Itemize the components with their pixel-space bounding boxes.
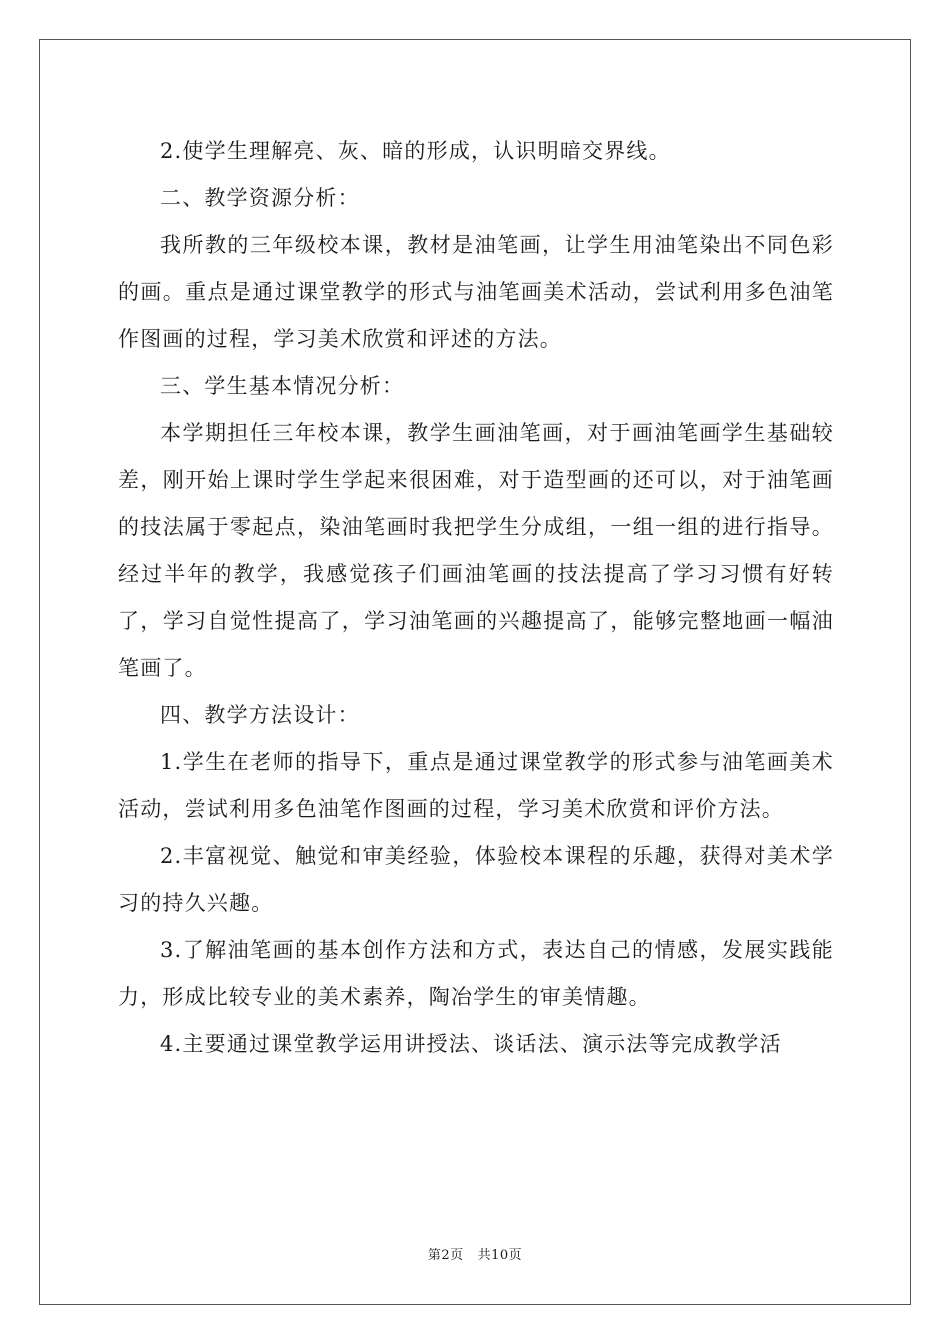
section-heading-resources: 二、教学资源分析： (160, 186, 360, 210)
paragraph-method-1: 1.学生在老师的指导下，重点是通过课堂教学的形式参与油笔画美术活动，尝试利用多色油笔作图画的过程，学习美术欣赏和评价方法。 (118, 750, 834, 821)
page-footer (0, 1246, 950, 1266)
page-number: 第2页 (427, 1248, 464, 1263)
paragraph-students: 本学期担任三年校本课，教学生画油笔画，对于画油笔画学生基础较差，刚开始上课时学生学起来很困难，对于造型画的还可以，对于油笔画的技法属于零起点，染油笔画时我把学生分成组，一组一组的进行指导。经过半年的教学，我感觉孩子们画油笔画的技法提高了学习习惯有好转了，学习自觉性提高了，学习油笔画的兴趣提高了，能够完整地画一幅油笔画了。 (118, 421, 834, 680)
paragraph-resources: 我所教的三年级校本课，教材是油笔画，让学生用油笔染出不同色彩的画。重点是通过课堂教学的形式与油笔画美术活动，尝试利用多色油笔作图画的过程，学习美术欣赏和评述的方法。 (118, 233, 834, 351)
section-heading-students: 三、学生基本情况分析： (160, 374, 405, 398)
paragraph-method-4: 4.主要通过课堂教学运用讲授法、谈话法、演示法等完成教学活 (160, 1032, 782, 1056)
document-body (118, 128, 834, 1068)
section-heading-methods: 四、教学方法设计： (160, 703, 360, 727)
page-total: 共10页 (477, 1248, 523, 1263)
paragraph-objective-2: 2.使学生理解亮、灰、暗的形成，认识明暗交界线。 (160, 139, 671, 163)
paragraph-method-3: 3.了解油笔画的基本创作方法和方式，表达自己的情感，发展实践能力，形成比较专业的美术素养，陶冶学生的审美情趣。 (118, 938, 834, 1009)
paragraph-method-2: 2.丰富视觉、触觉和审美经验，体验校本课程的乐趣，获得对美术学习的持久兴趣。 (118, 844, 834, 915)
